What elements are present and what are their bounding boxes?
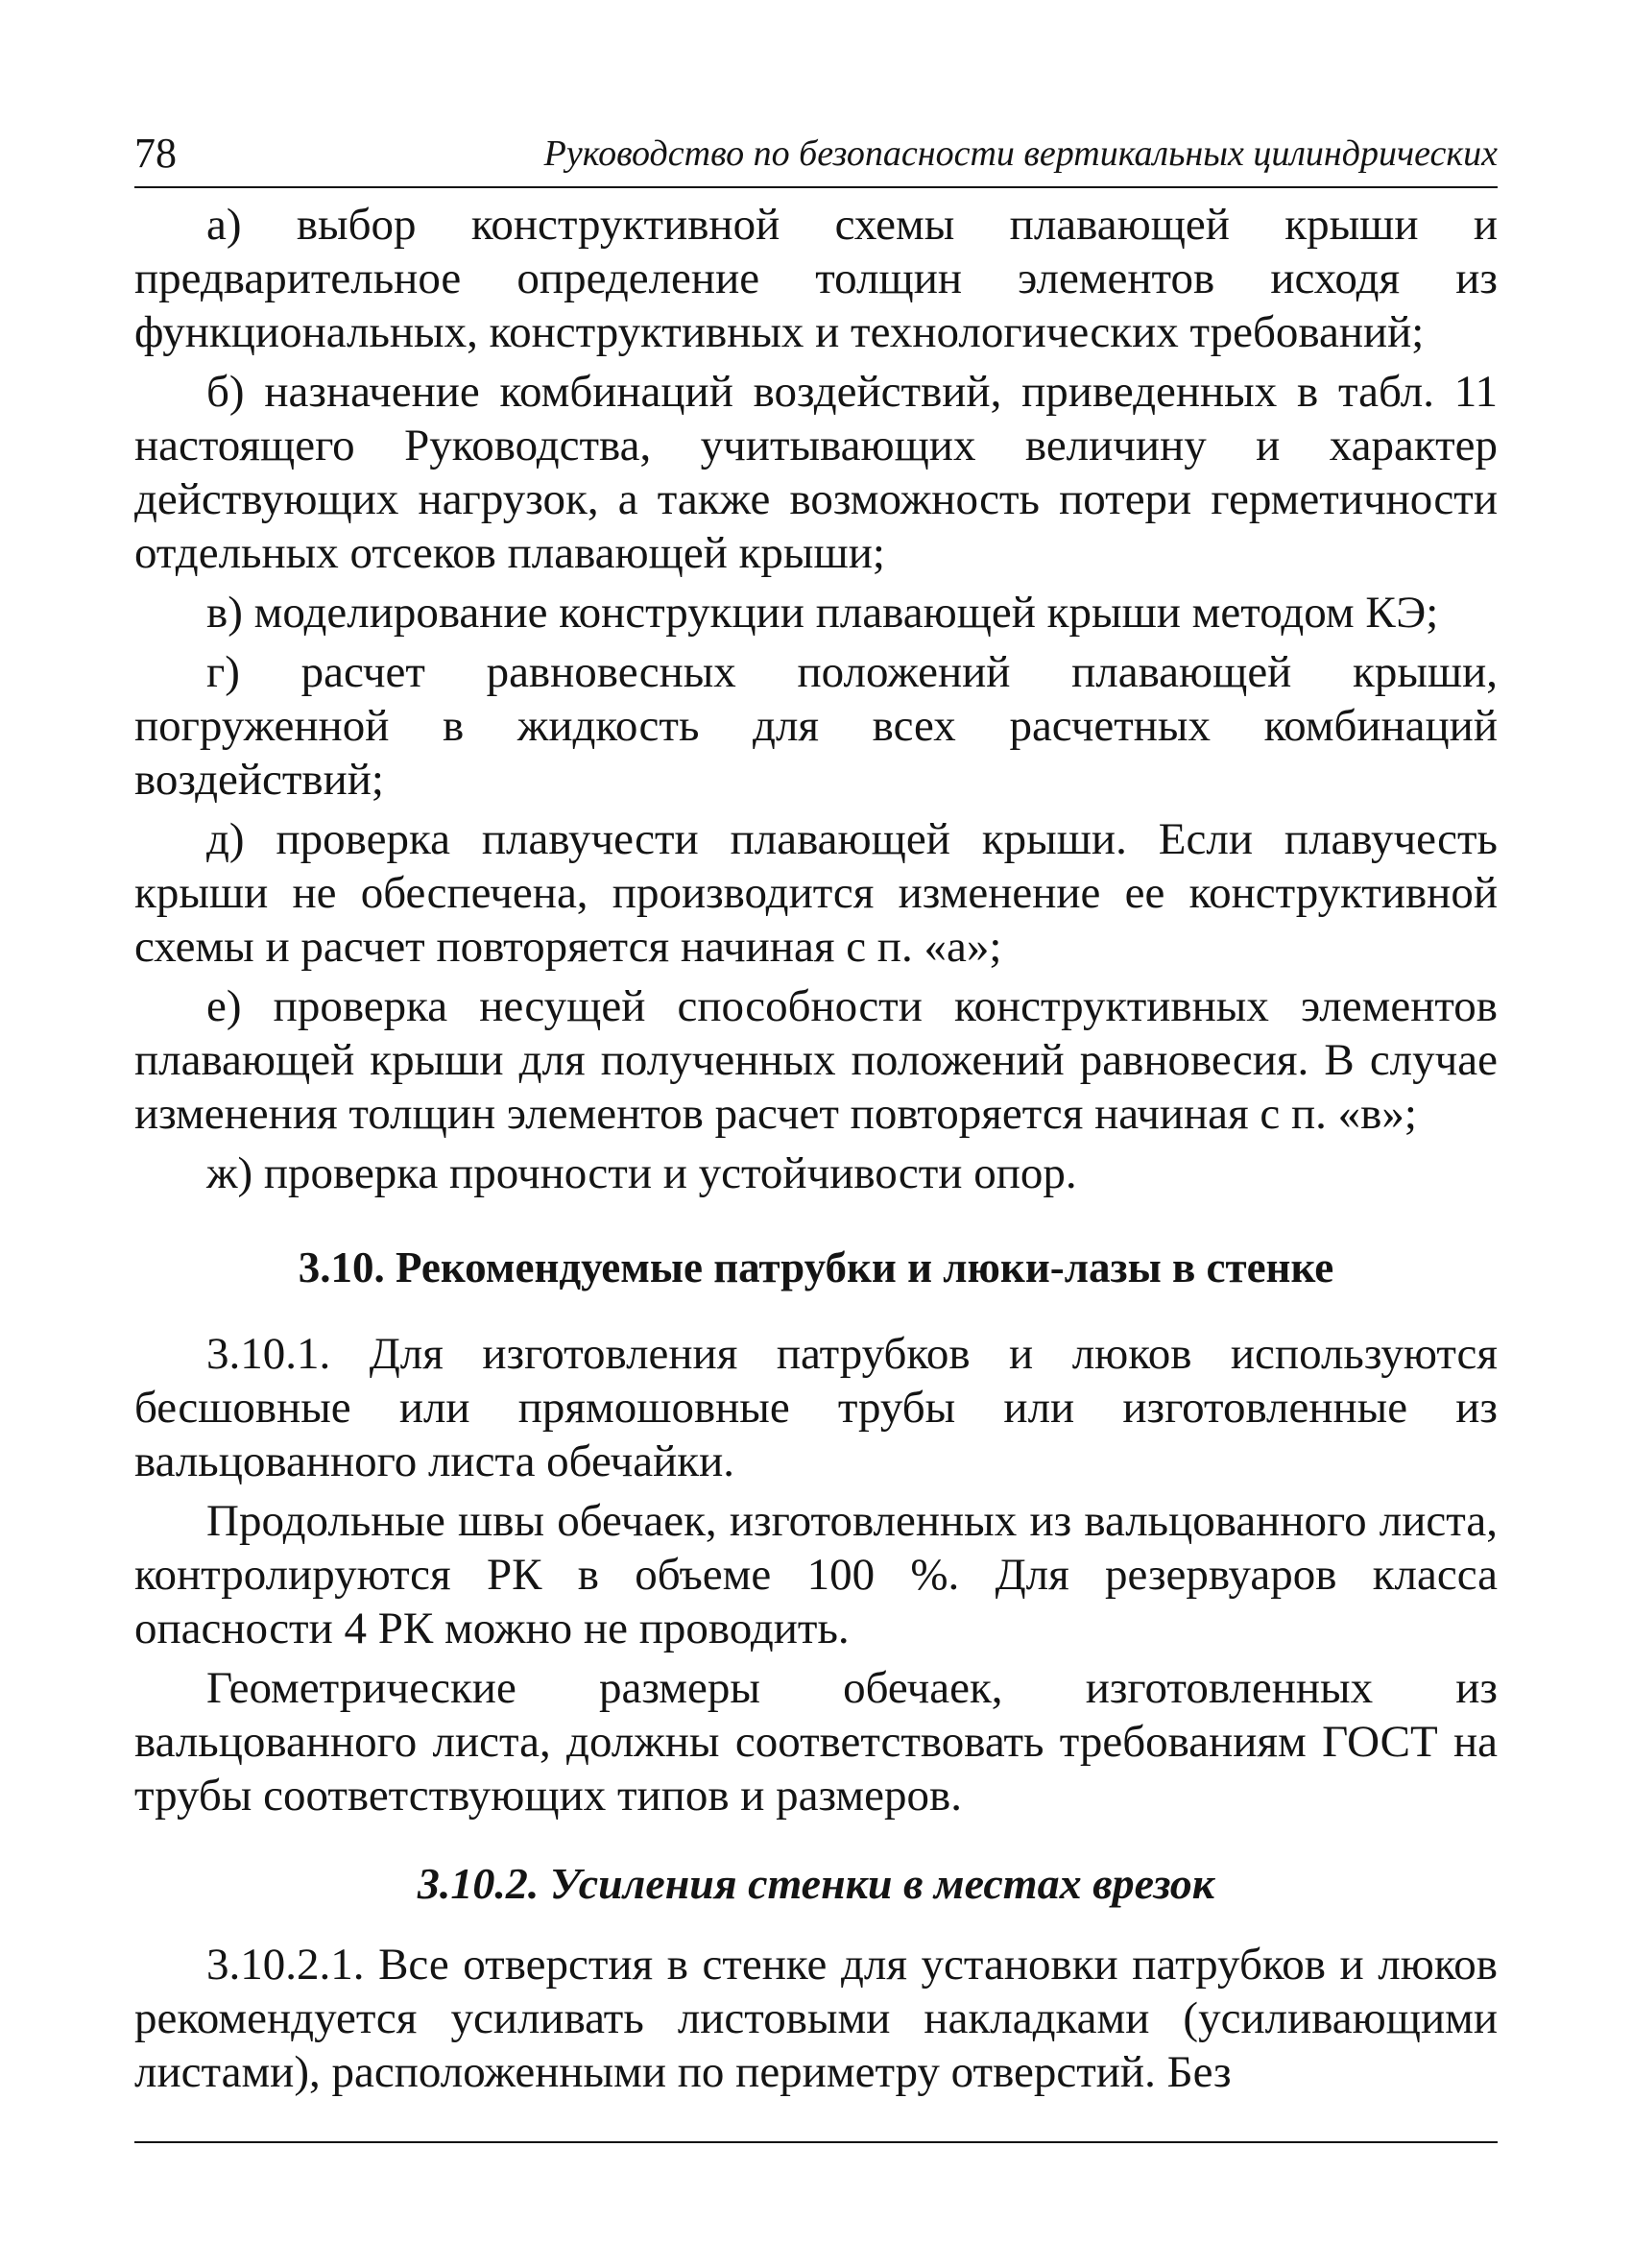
paragraph-3-10-2-1: 3.10.2.1. Все отверстия в стенке для установки патрубков и люков рекомендуется усиливать листовыми накладками (усиливающими листами), расположенными по периметру отверстий. Без	[134, 1940, 1498, 2097]
list-item-zh: ж) проверка прочности и устойчивости опор.	[206, 1148, 1077, 1198]
paragraph-geometric-sizes: Геометрические размеры обечаек, изготовленных из вальцованного листа, должны соответствовать требованиям ГОСТ на трубы соответствующих типов и размеров.	[134, 1663, 1498, 1821]
section-heading: 3.10. Рекомендуемые патрубки и люки-лазы в стенке	[298, 1243, 1334, 1291]
list-item-a: а) выбор конструктивной схемы плавающей крыши и предварительное определение толщин элементов исходя из функциональных, конструктивных и технологических требований;	[134, 200, 1498, 357]
footer-rule	[134, 2141, 1498, 2143]
page-content	[134, 198, 1498, 2105]
list-item-b: б) назначение комбинаций воздействий, приведенных в табл. 11 настоящего Руководства, учитывающих величину и характер действующих нагрузок, а также возможность потери герметичности отдельных отсеков плавающей крыши;	[134, 367, 1498, 578]
list-item-g: г) расчет равновесных положений плавающей крыши, погруженной в жидкость для всех расчетных комбинаций воздействий;	[134, 647, 1498, 805]
list-item-e: е) проверка несущей способности конструктивных элементов плавающей крыши для полученных положений равновесия. В случае изменения толщин элементов расчет повторяется начиная с п. «в»;	[134, 981, 1498, 1139]
list-item-d: д) проверка плавучести плавающей крыши. Если плавучесть крыши не обеспечена, производится изменение ее конструктивной схемы и расчет повторяется начиная с п. «а»;	[134, 814, 1498, 972]
running-title: Руководство по безопасности вертикальных цилиндрических	[543, 133, 1498, 174]
subsection-heading: 3.10.2. Усиления стенки в местах врезок	[417, 1859, 1215, 1908]
page-number: 78	[134, 130, 177, 177]
running-header	[134, 127, 1498, 188]
paragraph-3-10-1: 3.10.1. Для изготовления патрубков и люков используются бесшовные или прямошовные трубы или изготовленные из вальцованного листа обечайки.	[134, 1329, 1498, 1486]
list-item-v: в) моделирование конструкции плавающей крыши методом КЭ;	[206, 588, 1439, 638]
paragraph-longitudinal-welds: Продольные швы обечаек, изготовленных из вальцованного листа, контролируются РК в объеме 100 %. Для резервуаров класса опасности 4 РК можно не проводить.	[134, 1496, 1498, 1653]
